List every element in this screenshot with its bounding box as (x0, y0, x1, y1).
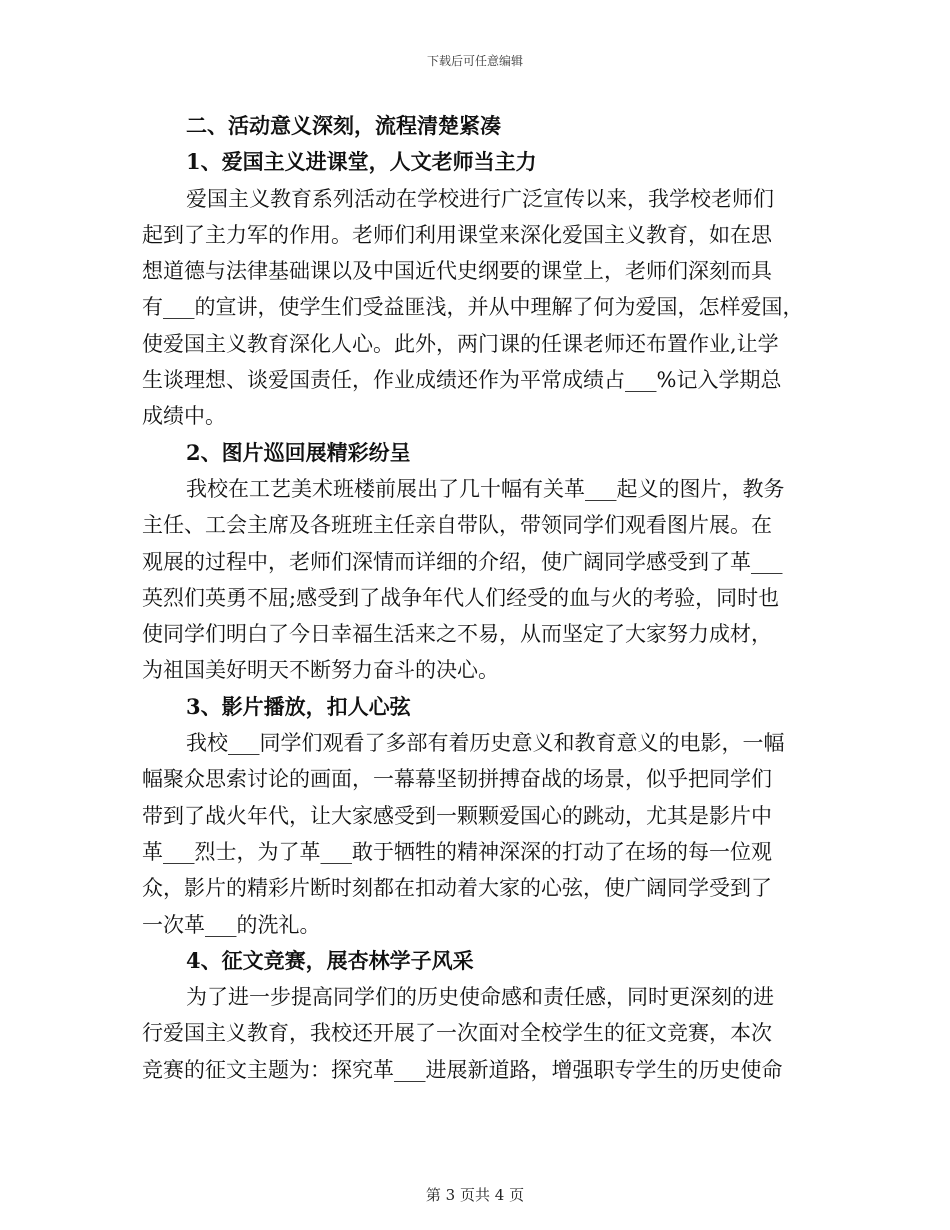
subsection-heading: 4、征文竞赛，展杏林学子风采 (186, 947, 474, 973)
section-heading: 二、活动意义深刻，流程清楚紧凑 (186, 113, 501, 138)
document-body (142, 108, 812, 1088)
paragraph-line: 革___烈士，为了革___敢于牺牲的精神深深的打动了在场的每一位观 (142, 839, 772, 864)
paragraph-line: 使同学们明白了今日幸福生活来之不易，从而坚定了大家努力成材， (142, 622, 772, 647)
paragraph-line: 众，影片的精彩片断时刻都在扣动着大家的心弦，使广阔同学受到了 (142, 876, 772, 901)
paragraph-line: 我校在工艺美术班楼前展出了几十幅有关革___起义的图片，教务 (186, 476, 785, 501)
paragraph-line: 幅聚众思索讨论的画面，一幕幕坚韧拼搏奋战的场景，似乎把同学们 (142, 767, 772, 792)
paragraph-line: 生谈理想、谈爱国责任，作业成绩还作为平常成绩占___%记入学期总 (142, 368, 782, 393)
paragraph-line: 一次革___的洗礼。 (142, 912, 321, 937)
page-header: 下载后可任意编辑 (426, 54, 523, 68)
paragraph-line: 观展的过程中，老师们深情而详细的介绍，使广阔同学感受到了革___ (142, 549, 783, 574)
paragraph-line: 使爱国主义教育深化人心。此外，两门课的任课老师还布置作业,让学 (142, 331, 779, 356)
paragraph-line: 成绩中。 (142, 404, 226, 429)
subsection-heading: 3、影片播放，扣人心弦 (186, 693, 411, 719)
paragraph-line: 爱国主义教育系列活动在学校进行广泛宣传以来，我学校老师们 (186, 186, 774, 211)
paragraph-line: 竞赛的征文主题为：探究革___进展新道路，增强职专学生的历史使命 (142, 1057, 783, 1082)
paragraph-line: 带到了战火年代，让大家感受到一颗颗爱国心的跳动，尤其是影片中 (142, 803, 772, 828)
paragraph-line: 主任、工会主席及各班班主任亲自带队，带领同学们观看图片展。在 (142, 513, 772, 538)
paragraph-line: 起到了主力军的作用。老师们利用课堂来深化爱国主义教育，如在思 (142, 222, 772, 247)
paragraph-line: 有___的宣讲，使学生们受益匪浅，并从中理解了何为爱国，怎样爱国， (142, 295, 804, 320)
subsection-heading: 1、爱国主义进课堂，人文老师当主力 (186, 149, 537, 175)
paragraph-line: 想道德与法律基础课以及中国近代史纲要的课堂上，老师们深刻而具 (142, 259, 772, 284)
page-footer: 第 3 页共 4 页 (425, 1186, 525, 1204)
paragraph-line: 行爱国主义教育，我校还开展了一次面对全校学生的征文竞赛，本次 (142, 1021, 772, 1046)
paragraph-line: 为祖国美好明天不断努力奋斗的决心。 (142, 658, 499, 683)
paragraph-line: 我校___同学们观看了多部有着历史意义和教育意义的电影，一幅 (186, 731, 785, 756)
paragraph-line: 为了进一步提高同学们的历史使命感和责任感，同时更深刻的进 (186, 985, 774, 1010)
paragraph-line: 英烈们英勇不屈;感受到了战争年代人们经受的血与火的考验，同时也 (142, 585, 780, 610)
subsection-heading: 2、图片巡回展精彩纷呈 (186, 439, 411, 465)
